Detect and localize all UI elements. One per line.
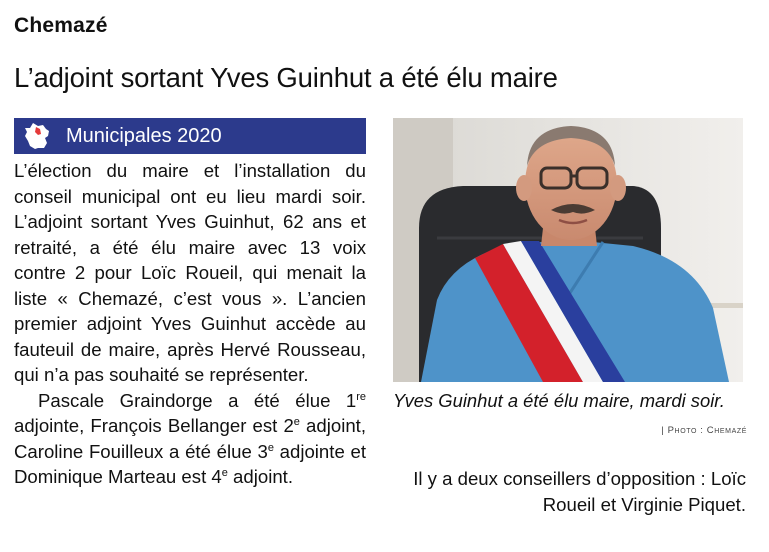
section-banner [14,118,366,154]
photo-credit: | Photo : Chemazé [661,425,747,436]
paragraph-2-text-c: adjoint, Caroline Fouilleux a été élue 3 [14,415,367,462]
photo-caption: Yves Guinhut a été élu maire, mardi soir. [393,390,725,411]
article-locality: Chemazé [14,14,108,37]
article-photo [393,118,743,382]
ordinal-suffix: e [267,441,274,454]
ordinal-suffix: e [221,466,228,479]
paragraph-2-text-d: adjointe et Dominique Marteau est 4 [14,440,366,487]
article-headline: L’adjoint sortant Yves Guinhut a été élu maire [14,62,558,93]
ordinal-suffix: e [293,415,300,428]
paragraph-1: L’élection du maire et l’installation du conseil municipal ont eu lieu mardi soir. L’adjoint sortant Yves Guinhut, 62 ans et retraité, a été élu maire avec 13 voix contre 2 pour Loïc Roueil, qui menait la liste « Chemazé, c’est vous ». L’ancien premier adjoint Yves Guinhut accède au fauteuil de maire, après Hervé Rousseau, qui n’a pas souhaité se représenter. [14,160,366,385]
banner-label: Municipales 2020 [66,124,222,147]
paragraph-2 [14,388,366,490]
ordinal-suffix: re [356,390,366,403]
paragraph-2-text-b: adjointe, François Bellanger est 2 [14,415,294,436]
article-body-left [14,158,366,490]
article-body-right [393,466,746,517]
paragraph-2-text-a: Pascale Graindorge a été élue 1 [38,389,357,411]
france-map-icon [14,118,60,154]
paragraph-2-text-e: adjoint. [227,466,293,487]
paragraph-3: Il y a deux conseillers d’opposition : Loïc Roueil et Virginie Piquet. [413,468,746,515]
